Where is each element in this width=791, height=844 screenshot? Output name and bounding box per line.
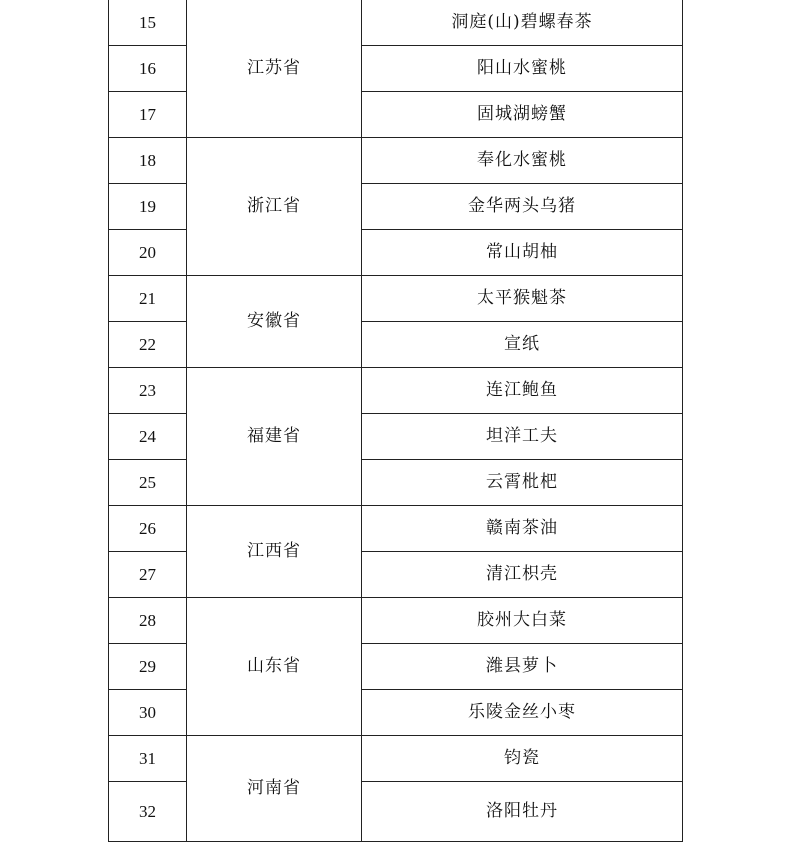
row-number: 32 [109,782,187,842]
product-name: 固城湖螃蟹 [362,92,683,138]
table-row [109,736,683,782]
product-name: 乐陵金丝小枣 [362,690,683,736]
province-cell: 浙江省 [187,138,362,276]
province-cell: 河南省 [187,736,362,842]
product-name: 云霄枇杷 [362,460,683,506]
table-row [109,368,683,414]
product-name: 阳山水蜜桃 [362,46,683,92]
product-name: 清江枳壳 [362,552,683,598]
row-number: 29 [109,644,187,690]
row-number: 28 [109,598,187,644]
row-number: 27 [109,552,187,598]
province-cell: 福建省 [187,368,362,506]
province-cell: 山东省 [187,598,362,736]
product-name: 金华两头乌猪 [362,184,683,230]
row-number: 22 [109,322,187,368]
table-row [109,598,683,644]
product-name: 洛阳牡丹 [362,782,683,842]
row-number: 31 [109,736,187,782]
product-name: 常山胡柚 [362,230,683,276]
row-number: 26 [109,506,187,552]
province-cell: 江苏省 [187,0,362,138]
row-number: 25 [109,460,187,506]
product-name: 坦洋工夫 [362,414,683,460]
province-cell: 安徽省 [187,276,362,368]
row-number: 30 [109,690,187,736]
row-number: 24 [109,414,187,460]
product-name: 赣南茶油 [362,506,683,552]
row-number: 23 [109,368,187,414]
row-number: 21 [109,276,187,322]
province-cell: 江西省 [187,506,362,598]
row-number: 15 [109,0,187,46]
product-name: 太平猴魁茶 [362,276,683,322]
row-number: 16 [109,46,187,92]
table-row [109,0,683,46]
table-row [109,506,683,552]
table-row [109,138,683,184]
product-name: 洞庭(山)碧螺春茶 [362,0,683,46]
product-name: 奉化水蜜桃 [362,138,683,184]
row-number: 18 [109,138,187,184]
table-row [109,276,683,322]
row-number: 17 [109,92,187,138]
row-number: 19 [109,184,187,230]
product-name: 钧瓷 [362,736,683,782]
product-name: 胶州大白菜 [362,598,683,644]
product-name: 连江鲍鱼 [362,368,683,414]
products-table [108,0,683,842]
row-number: 20 [109,230,187,276]
product-name: 潍县萝卜 [362,644,683,690]
product-name: 宣纸 [362,322,683,368]
